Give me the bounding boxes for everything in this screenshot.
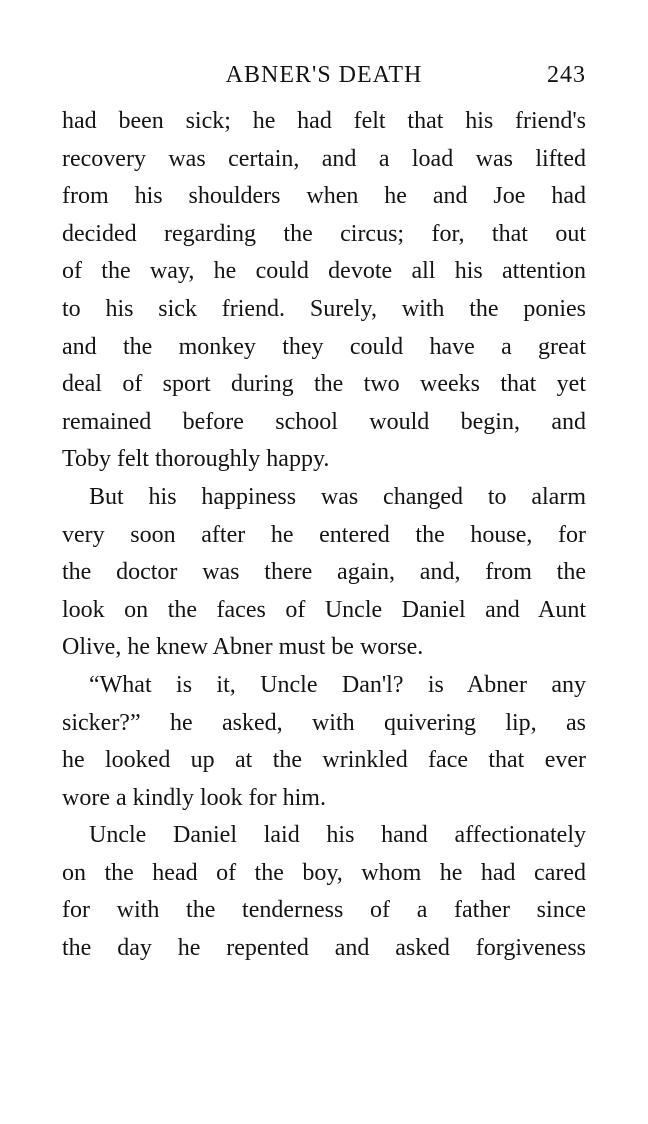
page-number: 243 — [547, 62, 586, 88]
text-line: recovery was certain, and a load was lifted — [62, 145, 586, 172]
text-line: deal of sport during the two weeks that yet — [62, 371, 586, 398]
text-line: look on the faces of Uncle Daniel and Aunt — [62, 596, 586, 623]
paragraph-2 — [62, 479, 586, 667]
text-line: Toby felt thoroughly happy. — [62, 446, 330, 473]
text-line: for with the tenderness of a father since — [62, 897, 586, 924]
paragraph-3 — [62, 667, 586, 817]
text-line: “What is it, Uncle Dan'l? is Abner any — [89, 671, 586, 698]
text-line: the day he repented and asked forgiveness — [62, 935, 586, 962]
running-head — [62, 55, 586, 95]
paragraph-1 — [62, 103, 586, 479]
text-line: sicker?” he asked, with quivering lip, as — [62, 709, 586, 736]
text-line: Uncle Daniel laid his hand affectionately — [89, 822, 586, 849]
text-line: the doctor was there again, and, from the — [62, 559, 586, 586]
book-page — [62, 55, 586, 968]
text-line: Olive, he knew Abner must be worse. — [62, 634, 424, 661]
text-line: But his happiness was changed to alarm — [89, 483, 586, 510]
text-line: very soon after he entered the house, for — [62, 521, 586, 548]
text-line: decided regarding the circus; for, that out — [62, 220, 586, 247]
text-line: he looked up at the wrinkled face that ever — [62, 747, 586, 774]
text-line: of the way, he could devote all his attention — [62, 258, 586, 285]
text-line: on the head of the boy, whom he had cared — [62, 859, 586, 886]
text-line: and the monkey they could have a great — [62, 333, 586, 360]
text-line: to his sick friend. Surely, with the ponies — [62, 295, 586, 322]
text-line: from his shoulders when he and Joe had — [62, 183, 586, 210]
body-text — [62, 103, 586, 968]
text-line: remained before school would begin, and — [62, 408, 586, 435]
text-line: wore a kindly look for him. — [62, 784, 326, 811]
paragraph-4 — [62, 817, 586, 967]
text-line: had been sick; he had felt that his friend's — [62, 108, 586, 134]
chapter-title: ABNER'S DEATH — [225, 62, 423, 88]
